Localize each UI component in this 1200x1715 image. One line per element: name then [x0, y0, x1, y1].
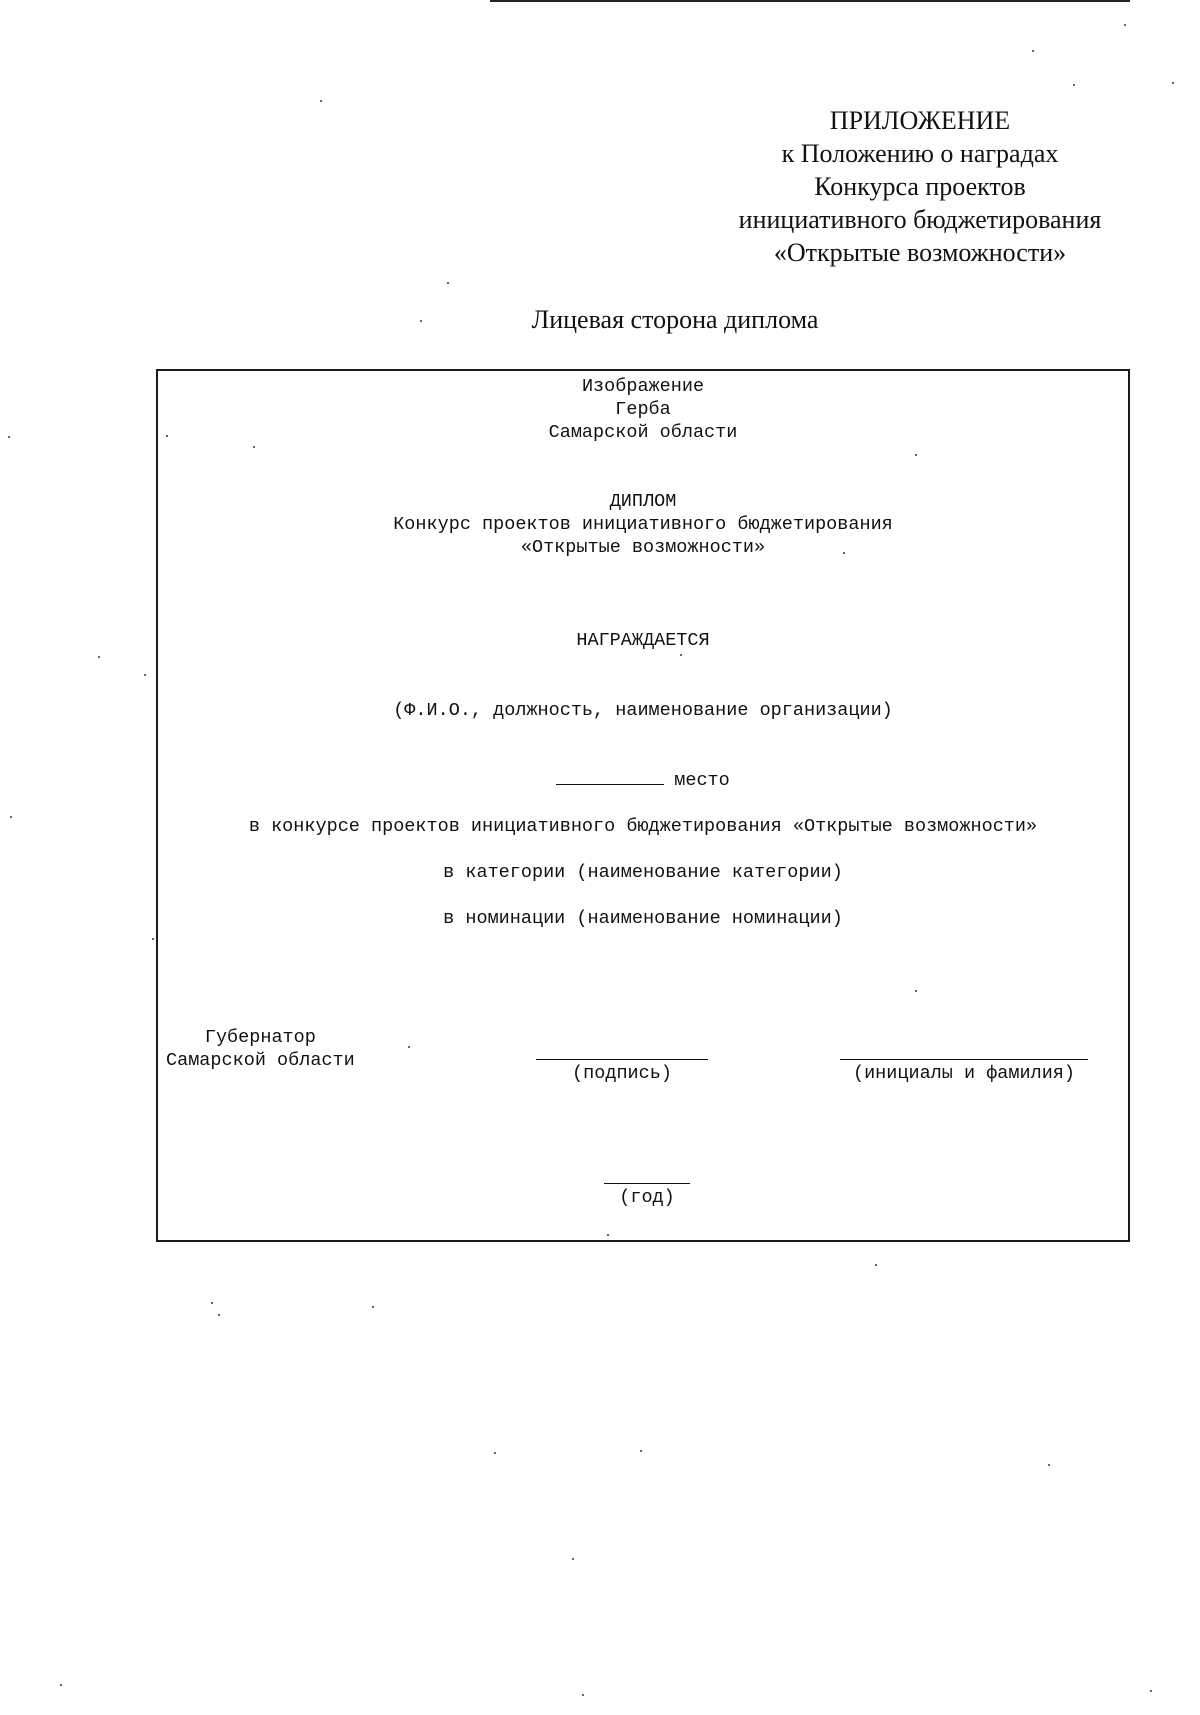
- contest-line: в конкурсе проектов инициативного бюджетирования «Открытые возможности»: [248, 816, 1038, 837]
- scan-speck: [582, 1694, 584, 1696]
- scan-speck: [640, 1450, 642, 1452]
- scan-speck: [218, 1314, 220, 1316]
- name-field: [840, 1059, 1088, 1084]
- scan-speck: [915, 990, 917, 992]
- governor-title: [166, 1026, 355, 1072]
- contest-name: Конкурс проектов инициативного бюджетирования: [393, 514, 893, 535]
- appendix-line: Конкурса проектов: [814, 172, 1026, 201]
- diploma-title: ДИПЛОМ: [609, 491, 677, 512]
- scan-speck: [166, 435, 168, 437]
- scan-speck: [144, 674, 146, 676]
- scan-speck: [98, 656, 100, 658]
- category-line: в категории (наименование категории): [443, 862, 843, 883]
- appendix-header: [700, 104, 1140, 269]
- scan-speck: [607, 1234, 609, 1236]
- name-caption: (инициалы и фамилия): [852, 1063, 1076, 1084]
- scan-speck: [494, 1452, 496, 1454]
- signature-line: [536, 1059, 708, 1060]
- scan-speck: [1032, 50, 1034, 52]
- coat-line: Герба: [615, 399, 671, 420]
- appendix-line: инициативного бюджетирования: [738, 205, 1102, 234]
- year-line: [604, 1183, 690, 1184]
- scan-speck: [253, 446, 255, 448]
- year-caption: (год): [619, 1187, 675, 1208]
- scan-speck: [680, 654, 682, 656]
- scan-speck: [915, 454, 917, 456]
- scan-speck: [1150, 1690, 1152, 1692]
- contest-quote: «Открытые возможности»: [520, 537, 766, 558]
- scan-speck: [843, 552, 845, 554]
- scan-speck: [152, 938, 154, 940]
- year-field: [604, 1183, 690, 1208]
- scan-speck: [572, 1558, 574, 1560]
- coat-of-arms-placeholder: [158, 375, 1128, 444]
- signature-caption: (подпись): [572, 1063, 672, 1084]
- scan-speck: [420, 320, 422, 322]
- appendix-line: к Положению о наградах: [781, 139, 1059, 168]
- scan-speck: [1048, 1464, 1050, 1466]
- place-label: место: [674, 770, 730, 791]
- appendix-title: ПРИЛОЖЕНИЕ: [829, 106, 1011, 135]
- scan-speck: [1124, 24, 1126, 26]
- awarded-heading: НАГРАЖДАЕТСЯ: [576, 630, 710, 651]
- name-line: [840, 1059, 1088, 1060]
- scan-speck: [408, 1046, 410, 1048]
- scan-speck: [372, 1306, 374, 1308]
- scan-speck: [320, 100, 322, 102]
- diploma-frame: [156, 369, 1130, 1242]
- nomination-line: в номинации (наименование номинации): [443, 908, 843, 929]
- awardee-placeholder: (Ф.И.О., должность, наименование организации): [393, 700, 893, 721]
- scan-speck: [60, 1684, 62, 1686]
- scan-speck: [447, 282, 449, 284]
- front-side-title: Лицевая сторона диплома: [531, 305, 819, 334]
- scan-speck: [211, 1302, 213, 1304]
- scan-speck: [8, 436, 10, 438]
- governor-line: Самарской области: [166, 1050, 355, 1071]
- diploma-title-block: [158, 490, 1128, 559]
- scan-speck: [1172, 82, 1174, 84]
- place-row: [158, 770, 1128, 791]
- coat-line: Изображение: [581, 376, 705, 397]
- coat-line: Самарской области: [548, 422, 738, 443]
- signature-field: [536, 1059, 708, 1084]
- scan-edge-line: [490, 0, 1130, 2]
- governor-line: Губернатор: [204, 1027, 316, 1048]
- appendix-line: «Открытые возможности»: [773, 238, 1067, 267]
- scan-speck: [1073, 84, 1075, 86]
- scan-speck: [10, 816, 12, 818]
- place-blank-line: [556, 770, 664, 785]
- scan-speck: [875, 1264, 877, 1266]
